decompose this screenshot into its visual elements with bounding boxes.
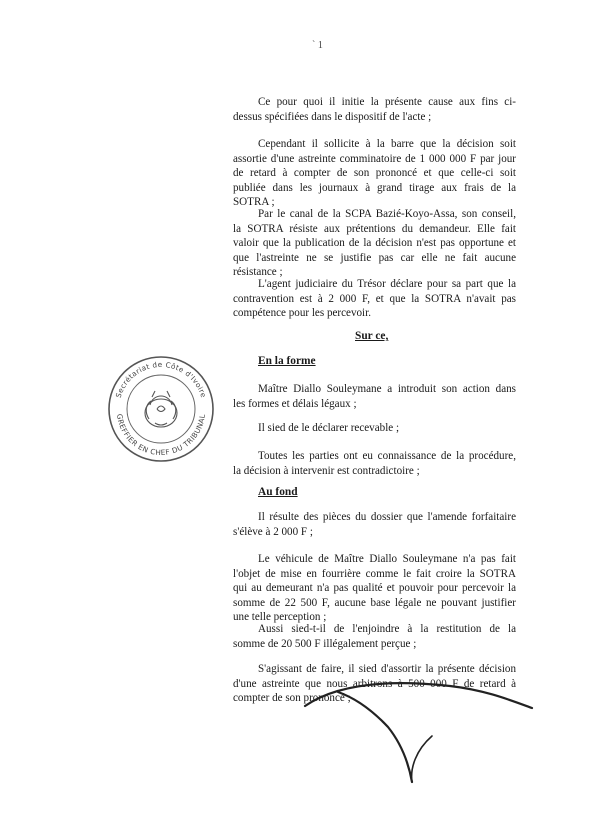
text-line: compter de son prononcé ; — [233, 692, 351, 705]
text-line: Toutes les parties ont eu connaissance de la procédure, — [258, 450, 516, 462]
paragraph-10-cont — [233, 637, 516, 652]
official-stamp-icon — [105, 353, 217, 465]
paragraph-1 — [258, 95, 516, 110]
text-line: une telle perception ; — [233, 611, 327, 624]
heading-au-fond: Au fond — [258, 486, 298, 498]
text-line: dessus spécifiées dans le dispositif de l'acte ; — [233, 110, 432, 123]
stamp-text-top: Secrétariat de Côte d'Ivoire — [113, 359, 209, 399]
paragraph-2-cont — [233, 152, 516, 210]
text-line: qui au demeurant n'a pas qualité et pouvoir pour percevoir la — [233, 582, 516, 595]
text-line: Ce pour quoi il initie la présente cause aux fins ci- — [258, 96, 516, 108]
stamp-text-bottom: GREFFIER EN CHEF DU TRIBUNAL — [115, 413, 207, 458]
text-line: résistance ; — [233, 266, 283, 279]
text-line: Aussi sied-t-il de l'enjoindre à la restitution de la — [258, 623, 516, 635]
paragraph-3-cont — [233, 222, 516, 280]
text-line: compétence pour les percevoir. — [233, 307, 371, 320]
text-line: que l'astreinte ne se justifie pas car elle ne fait aucune — [233, 251, 516, 264]
svg-text:Secrétariat de Côte d'Ivoire — [114, 360, 209, 399]
paragraph-4 — [258, 277, 516, 292]
text-line: somme de 22 500 F, aucune base légale ne pouvant justifier — [233, 596, 516, 609]
text-line: L'agent judiciaire du Trésor déclare pour sa part que la — [258, 278, 516, 290]
text-line: Cependant il sollicite à la barre que la décision soit — [258, 138, 516, 150]
text-line: Par le canal de la SCPA Bazié-Koyo-Assa, son conseil, — [258, 208, 516, 220]
text-line: Le véhicule de Maître Diallo Souleymane n'a pas fait — [258, 553, 516, 565]
paragraph-9-cont — [233, 567, 516, 625]
text-line: s'élève à 2 000 F ; — [233, 525, 313, 538]
text-line: les formes et délais légaux ; — [233, 397, 357, 410]
text-line: valoir que la publication de la décision n'est pas opportune et — [233, 237, 516, 250]
paragraph-7 — [258, 449, 516, 464]
text-line: somme de 20 500 F illégalement perçue ; — [233, 637, 417, 650]
text-line: SOTRA ; — [233, 196, 275, 209]
paragraph-5 — [258, 382, 516, 397]
paragraph-6 — [258, 421, 516, 436]
handwritten-signature-icon — [300, 672, 540, 797]
text-line: contravention est à 2 000 F, et que la SOTRA n'avait pas — [233, 292, 516, 305]
text-line: la SOTRA résiste aux prétentions du demandeur. Elle fait — [233, 222, 516, 235]
paragraph-4-cont — [233, 292, 516, 321]
text-line: la décision à intervenir est contradictoire ; — [233, 464, 420, 477]
paragraph-3 — [258, 207, 516, 222]
text-line: publiée dans les journaux à grand tirage aux frais de la — [233, 181, 516, 194]
paragraph-8-cont — [233, 525, 516, 540]
paragraph-10 — [258, 622, 516, 637]
paragraph-7-cont — [233, 464, 516, 479]
text-line: Il sied de le déclarer recevable ; — [258, 422, 400, 434]
paragraph-9 — [258, 552, 516, 567]
paragraph-2 — [258, 137, 516, 152]
text-line: de retard à compter de son prononcé et que celle-ci soit — [233, 167, 516, 180]
text-line: S'agissant de faire, il sied d'assortir la présente décision — [258, 663, 516, 675]
text-line: Il résulte des pièces du dossier que l'amende forfaitaire — [258, 511, 516, 523]
text-line: l'objet de mise en fourrière comme le fait croire la SOTRA — [233, 567, 516, 580]
paragraph-5-cont — [233, 397, 516, 412]
paragraph-8 — [258, 510, 516, 525]
heading-en-la-forme: En la forme — [258, 355, 316, 367]
text-line: d'une astreinte que nous arbitrons à 500 000 F de retard à — [233, 677, 516, 690]
text-line: Maître Diallo Souleymane a introduit son action dans — [258, 383, 516, 395]
heading-sur-ce: Sur ce, — [355, 330, 389, 342]
page-top-mark: ` 1 — [312, 40, 323, 51]
stamp-emblem — [145, 391, 177, 427]
text-line: assortie d'une astreinte comminatoire de 1 000 000 F par jour — [233, 152, 516, 165]
paragraph-1-cont — [233, 110, 516, 125]
